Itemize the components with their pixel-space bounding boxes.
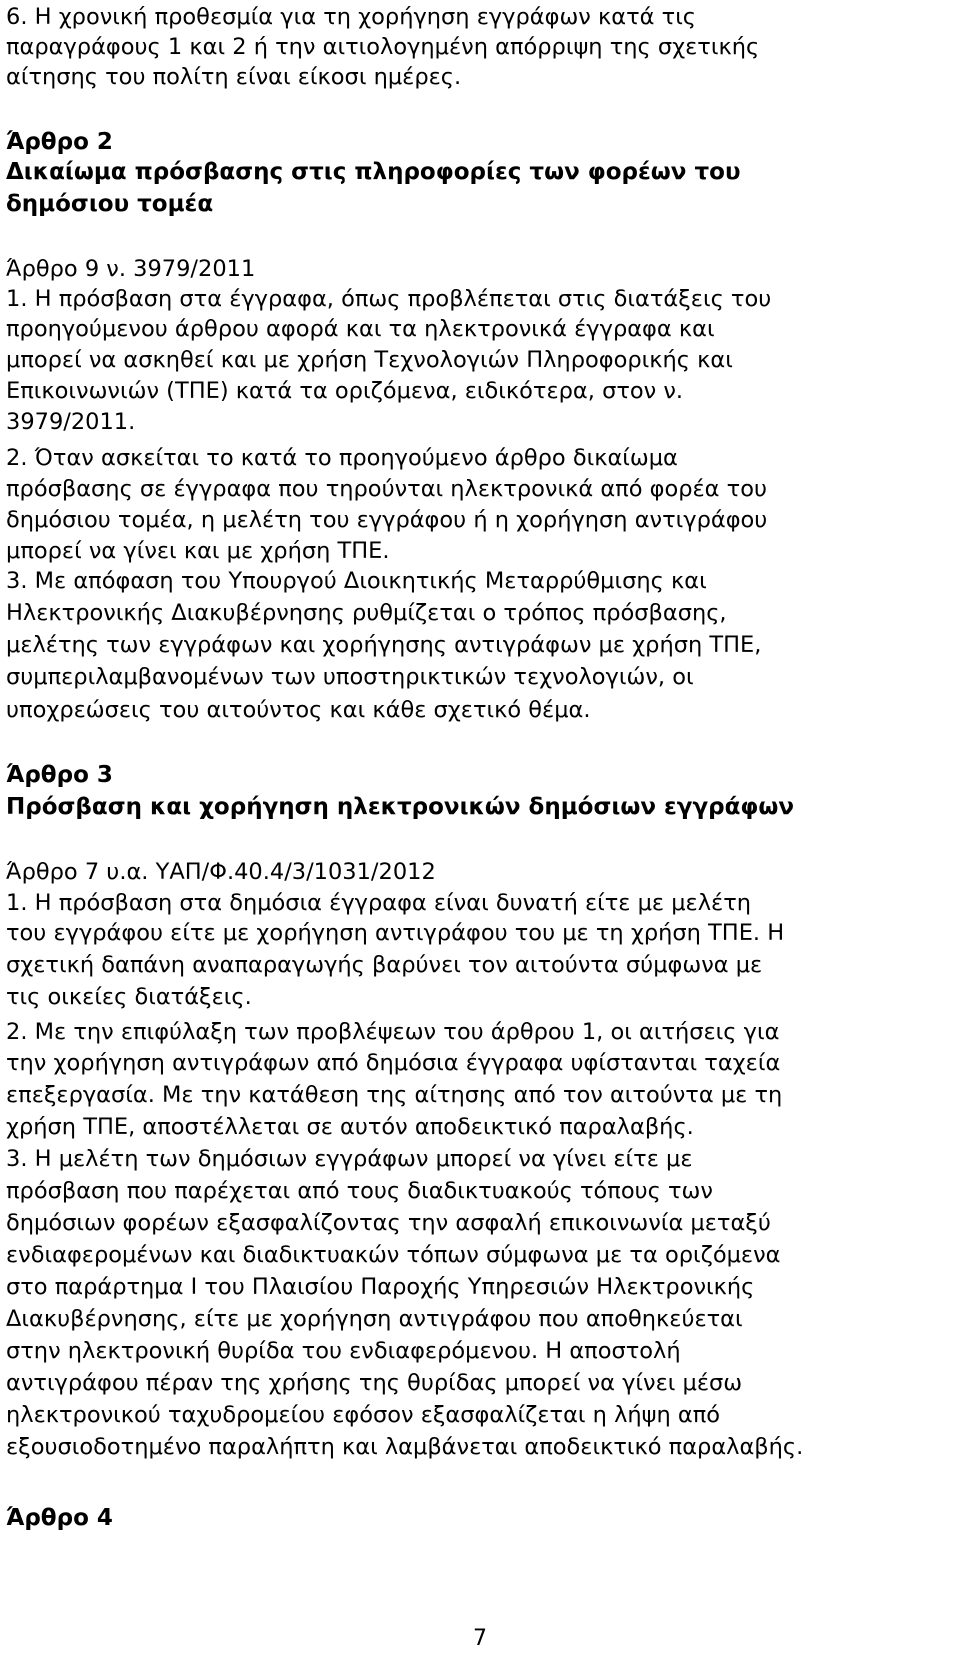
paragraph-line: Ηλεκτρονικής Διακυβέρνησης ρυθμίζεται ο τρόπος πρόσβασης,	[6, 600, 727, 626]
paragraph-line: μελέτης των εγγράφων και χορήγησης αντιγράφων με χρήση ΤΠΕ,	[6, 632, 762, 658]
paragraph-line: χρήση ΤΠΕ, αποστέλλεται σε αυτόν αποδεικτικό παραλαβής.	[6, 1114, 694, 1140]
paragraph-line: 3979/2011.	[6, 409, 136, 435]
paragraph-line: 1. Η πρόσβαση στα δημόσια έγγραφα είναι δυνατή είτε με μελέτη	[6, 890, 752, 916]
article-2-title: Άρθρο 2	[6, 129, 113, 155]
paragraph-line: δημόσιων φορέων εξασφαλίζοντας την ασφαλή επικοινωνία μεταξύ	[6, 1210, 771, 1236]
paragraph-line: εξουσιοδοτημένο παραλήπτη και λαμβάνεται αποδεικτικό παραλαβής.	[6, 1434, 804, 1460]
paragraph-line: μπορεί να γίνει και με χρήση ΤΠΕ.	[6, 538, 390, 564]
paragraph-line: δημόσιου τομέα, η μελέτη του εγγράφου ή η χορήγηση αντιγράφου	[6, 507, 768, 533]
paragraph-line: Διακυβέρνησης, είτε με χορήγηση αντιγράφου που αποθηκεύεται	[6, 1306, 743, 1332]
paragraph-line: επεξεργασία. Με την κατάθεση της αίτησης από τον αιτούντα με τη	[6, 1082, 783, 1108]
article-3-subtitle: Πρόσβαση και χορήγηση ηλεκτρονικών δημόσιων εγγράφων	[6, 794, 795, 820]
paragraph-line: τις οικείες διατάξεις.	[6, 984, 252, 1010]
paragraph-line: 2. Με την επιφύλαξη των προβλέψεων του άρθρου 1, οι αιτήσεις για	[6, 1019, 780, 1045]
article-2-subtitle: Δικαίωμα πρόσβασης στις πληροφορίες των φορέων του	[6, 159, 741, 185]
paragraph-line: του εγγράφου είτε με χορήγηση αντιγράφου του με τη χρήση ΤΠΕ. Η	[6, 920, 785, 946]
paragraph-line: πρόσβασης σε έγγραφα που τηρούνται ηλεκτρονικά από φορέα του	[6, 476, 767, 502]
paragraph-line: αίτησης του πολίτη είναι είκοσι ημέρες.	[6, 64, 462, 90]
article-4-title: Άρθρο 4	[6, 1505, 113, 1531]
paragraph-line: σχετική δαπάνη αναπαραγωγής βαρύνει τον αιτούντα σύμφωνα με	[6, 952, 763, 978]
page-number: 7	[473, 1626, 487, 1651]
paragraph-line: ηλεκτρονικού ταχυδρομείου εφόσον εξασφαλίζεται η λήψη από	[6, 1402, 721, 1428]
paragraph-line: προηγούμενου άρθρου αφορά και τα ηλεκτρονικά έγγραφα και	[6, 316, 715, 342]
source-reference: Άρθρο 7 υ.α. ΥΑΠ/Φ.40.4/3/1031/2012	[6, 859, 436, 885]
paragraph-line: αντιγράφου πέραν της χρήσης της θυρίδας μπορεί να γίνει μέσω	[6, 1370, 743, 1396]
paragraph-line: συμπεριλαμβανομένων των υποστηρικτικών τεχνολογιών, οι	[6, 664, 694, 690]
paragraph-line: ενδιαφερομένων και διαδικτυακών τόπων σύμφωνα με τα οριζόμενα	[6, 1242, 781, 1268]
paragraph-line: την χορήγηση αντιγράφων από δημόσια έγγραφα υφίστανται ταχεία	[6, 1050, 781, 1076]
article-3-title: Άρθρο 3	[6, 762, 113, 788]
source-reference: Άρθρο 9 ν. 3979/2011	[6, 256, 256, 282]
paragraph-line: 3. Η μελέτη των δημόσιων εγγράφων μπορεί να γίνει είτε με	[6, 1146, 693, 1172]
paragraph-line: στο παράρτημα Ι του Πλαισίου Παροχής Υπηρεσιών Ηλεκτρονικής	[6, 1274, 755, 1300]
paragraph-line: υποχρεώσεις του αιτούντος και κάθε σχετικό θέμα.	[6, 697, 591, 723]
paragraph-line: στην ηλεκτρονική θυρίδα του ενδιαφερόμενου. Η αποστολή	[6, 1338, 681, 1364]
paragraph-line: παραγράφους 1 και 2 ή την αιτιολογημένη απόρριψη της σχετικής	[6, 34, 760, 60]
paragraph-line: Επικοινωνιών (ΤΠΕ) κατά τα οριζόμενα, ειδικότερα, στον ν.	[6, 378, 684, 404]
paragraph-line: 3. Με απόφαση του Υπουργού Διοικητικής Μεταρρύθμισης και	[6, 568, 707, 594]
paragraph-line: πρόσβαση που παρέχεται από τους διαδικτυακούς τόπους των	[6, 1178, 713, 1204]
paragraph-line: 6. Η χρονική προθεσμία για τη χορήγηση εγγράφων κατά τις	[6, 4, 697, 30]
paragraph-line: μπορεί να ασκηθεί και με χρήση Τεχνολογιών Πληροφορικής και	[6, 347, 733, 373]
paragraph-line: 2. Όταν ασκείται το κατά το προηγούμενο άρθρο δικαίωμα	[6, 445, 678, 471]
article-2-subtitle: δημόσιου τομέα	[6, 191, 214, 217]
paragraph-line: 1. Η πρόσβαση στα έγγραφα, όπως προβλέπεται στις διατάξεις του	[6, 286, 772, 312]
